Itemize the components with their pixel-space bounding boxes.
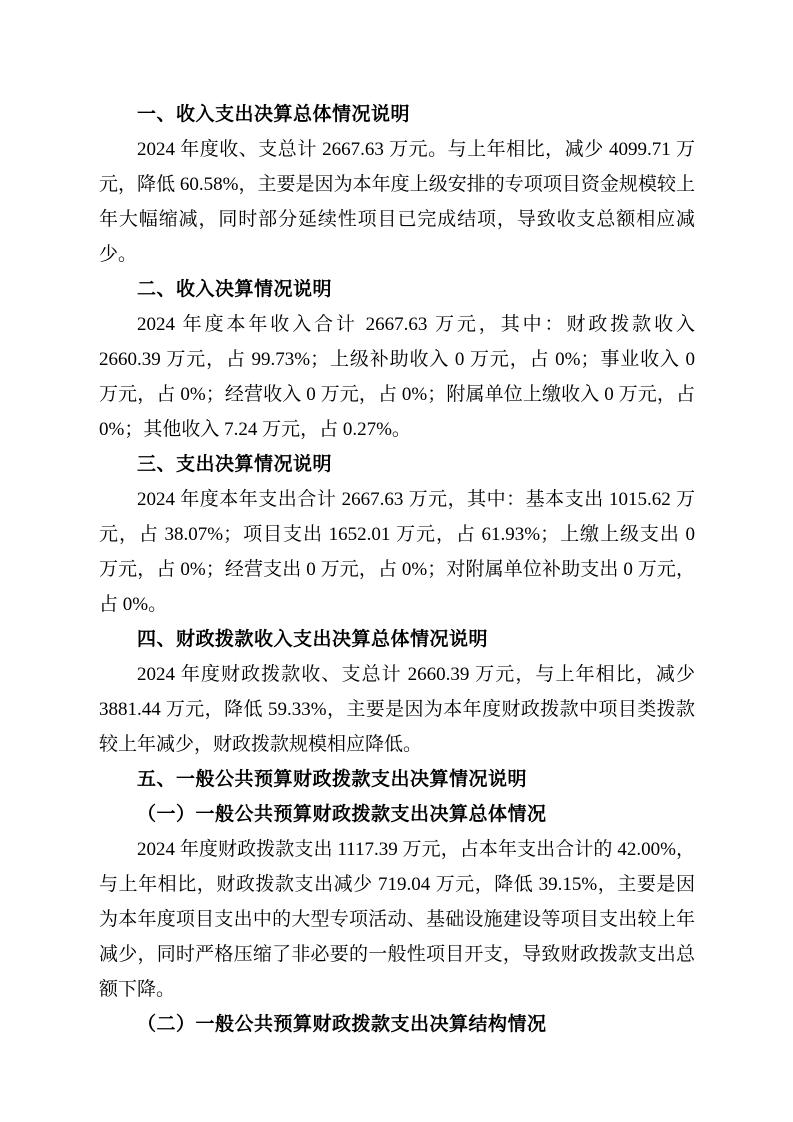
section-5-heading: 五、一般公共预算财政拨款支出决算情况说明: [137, 769, 528, 790]
section-1-paragraph: 2024 年度收、支总计 2667.63 万元。与上年相比，减少 4099.71 万元，降低 60.58%，主要是因为本年度上级安排的专项项目资金规模较上年大幅缩减，同时部分延续性项目已完成结项，导致收支总额相应减少。: [99, 139, 695, 265]
section-2-heading: 二、收入决算情况说明: [137, 279, 333, 300]
section-5-subsection-1-heading: （一）一般公共预算财政拨款支出决算总体情况: [137, 804, 547, 825]
section-5-subsection-2-heading: （二）一般公共预算财政拨款支出决算结构情况: [137, 1014, 547, 1035]
section-1-heading: 一、收入支出决算总体情况说明: [137, 104, 411, 125]
document-content: [99, 97, 695, 1042]
section-4-paragraph: 2024 年度财政拨款收、支总计 2660.39 万元，与上年相比，减少 3881.44 万元，降低 59.33%，主要是因为本年度财政拨款中项目类拨款较上年减少，财政拨款规模相应降低。: [99, 664, 695, 755]
section-3-paragraph: 2024 年度本年支出合计 2667.63 万元，其中：基本支出 1015.62 万元，占 38.07%；项目支出 1652.01 万元，占 61.93%；上缴上级支出 0 万元，占 0%；经营支出 0 万元，占 0%；对附属单位补助支出 0 万元，占 0%。: [99, 489, 695, 615]
section-2-paragraph: 2024 年度本年收入合计 2667.63 万元，其中：财政拨款收入 2660.39 万元，占 99.73%；上级补助收入 0 万元，占 0%；事业收入 0 万元，占 0%；经营收入 0 万元，占 0%；附属单位上缴收入 0 万元，占 0%；其他收入 7.24 万元，占 0.27%。: [99, 314, 695, 440]
section-4-heading: 四、财政拨款收入支出决算总体情况说明: [137, 629, 489, 650]
section-5-subsection-1-paragraph: 2024 年度财政拨款支出 1117.39 万元，占本年支出合计的 42.00%，与上年相比，财政拨款支出减少 719.04 万元，降低 39.15%，主要是因为本年度项目支出中的大型专项活动、基础设施建设等项目支出较上年减少，同时严格压缩了非必要的一般性项目开支，导致财政拨款支出总额下降。: [99, 839, 695, 1000]
section-3-heading: 三、支出决算情况说明: [137, 454, 333, 475]
